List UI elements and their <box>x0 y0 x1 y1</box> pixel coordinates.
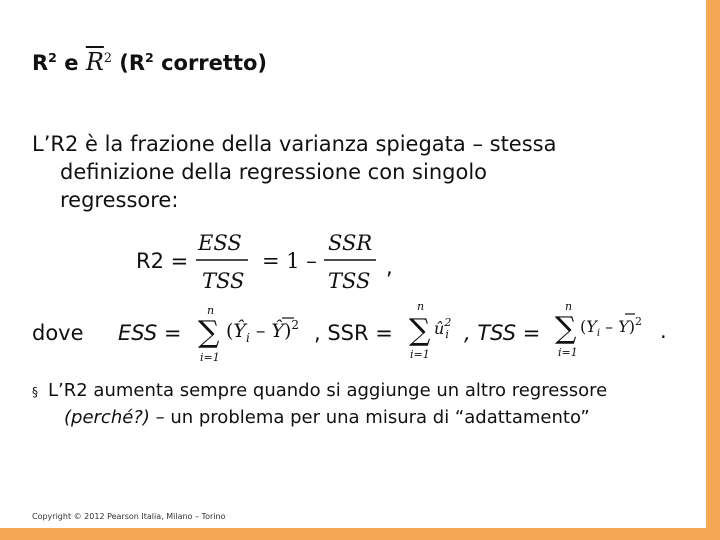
title-r2: R <box>128 51 145 75</box>
title-r-bar: $\overline{R}$ <box>85 48 104 76</box>
page-number: 6-10 <box>667 500 703 516</box>
eq2-ess-sum-bottom: i=1 <box>200 351 220 364</box>
body-paragraph <box>32 130 672 214</box>
eq2-ssr-label: , SSR = <box>314 321 393 345</box>
eq2-tss-sigma: ∑ <box>555 311 577 346</box>
bullet-marker: § <box>32 385 38 399</box>
copyright-notice: Copyright © 2012 Pearson Italia, Milano – Torino <box>32 512 226 521</box>
eq2-ssr-sum-top: n <box>417 300 425 313</box>
bullet-line-2 <box>32 405 692 431</box>
bullet-line-2-rest: – un problema per una misura di “adattamento” <box>149 407 590 428</box>
slide-title <box>32 48 267 76</box>
title-r2-exponent: 2 <box>145 50 154 65</box>
title-connector: e <box>64 51 79 75</box>
title-rbar-exponent: 2 <box>103 50 112 65</box>
eq1-num-ssr: SSR <box>328 231 373 255</box>
eq1-mid: = 1 – <box>262 249 317 273</box>
eq1-den-tss-2: TSS <box>328 269 371 293</box>
eq1-den-tss: TSS <box>202 269 245 293</box>
eq2-tss-label: , TSS = <box>464 321 541 345</box>
eq2-ess-sum-top: n <box>207 304 215 317</box>
eq2-ssr-sum-bottom: i=1 <box>410 348 430 361</box>
bullet-point <box>32 378 692 431</box>
eq2-tss-term: $(Y_i - Y)^2$ <box>580 315 642 339</box>
eq2-ssr-sigma: ∑ <box>409 313 431 348</box>
eq2-dove: dove <box>32 321 84 345</box>
body-line-2: definizione della regressione con singolo <box>60 160 488 184</box>
title-paren-open: ( <box>119 51 129 75</box>
eq2-tss-sum-top: n <box>565 300 573 313</box>
bullet-why: (perché?) <box>64 407 150 428</box>
bullet-line-1: L’R2 aumenta sempre quando si aggiunge un altro regressore <box>48 380 608 401</box>
eq2-ess-sigma: ∑ <box>198 315 220 350</box>
eq1-num-ess: ESS <box>198 231 242 255</box>
eq1-comma: , <box>386 255 393 279</box>
title-r: R <box>32 51 49 75</box>
body-line-3: regressore: <box>60 188 179 212</box>
eq2-tss-sum-bottom: i=1 <box>558 346 578 359</box>
eq2-ess-term: ($Ŷ_i$ – Ŷ)$^2$ <box>226 318 300 345</box>
eq2-end: . <box>660 319 667 343</box>
body-line-1: L’R2 è la frazione della varianza spiegata – stessa <box>32 132 557 156</box>
sum-of-squares-definitions <box>32 298 702 368</box>
eq2-ssr-term: $û^2$ i <box>434 316 452 341</box>
title-corrected: corretto) <box>161 51 268 75</box>
eq1-lhs: R2 = <box>136 249 189 273</box>
title-r-exponent: 2 <box>48 50 57 65</box>
eq2-ess-label: ESS = <box>118 321 182 345</box>
r2-equation <box>136 230 436 300</box>
